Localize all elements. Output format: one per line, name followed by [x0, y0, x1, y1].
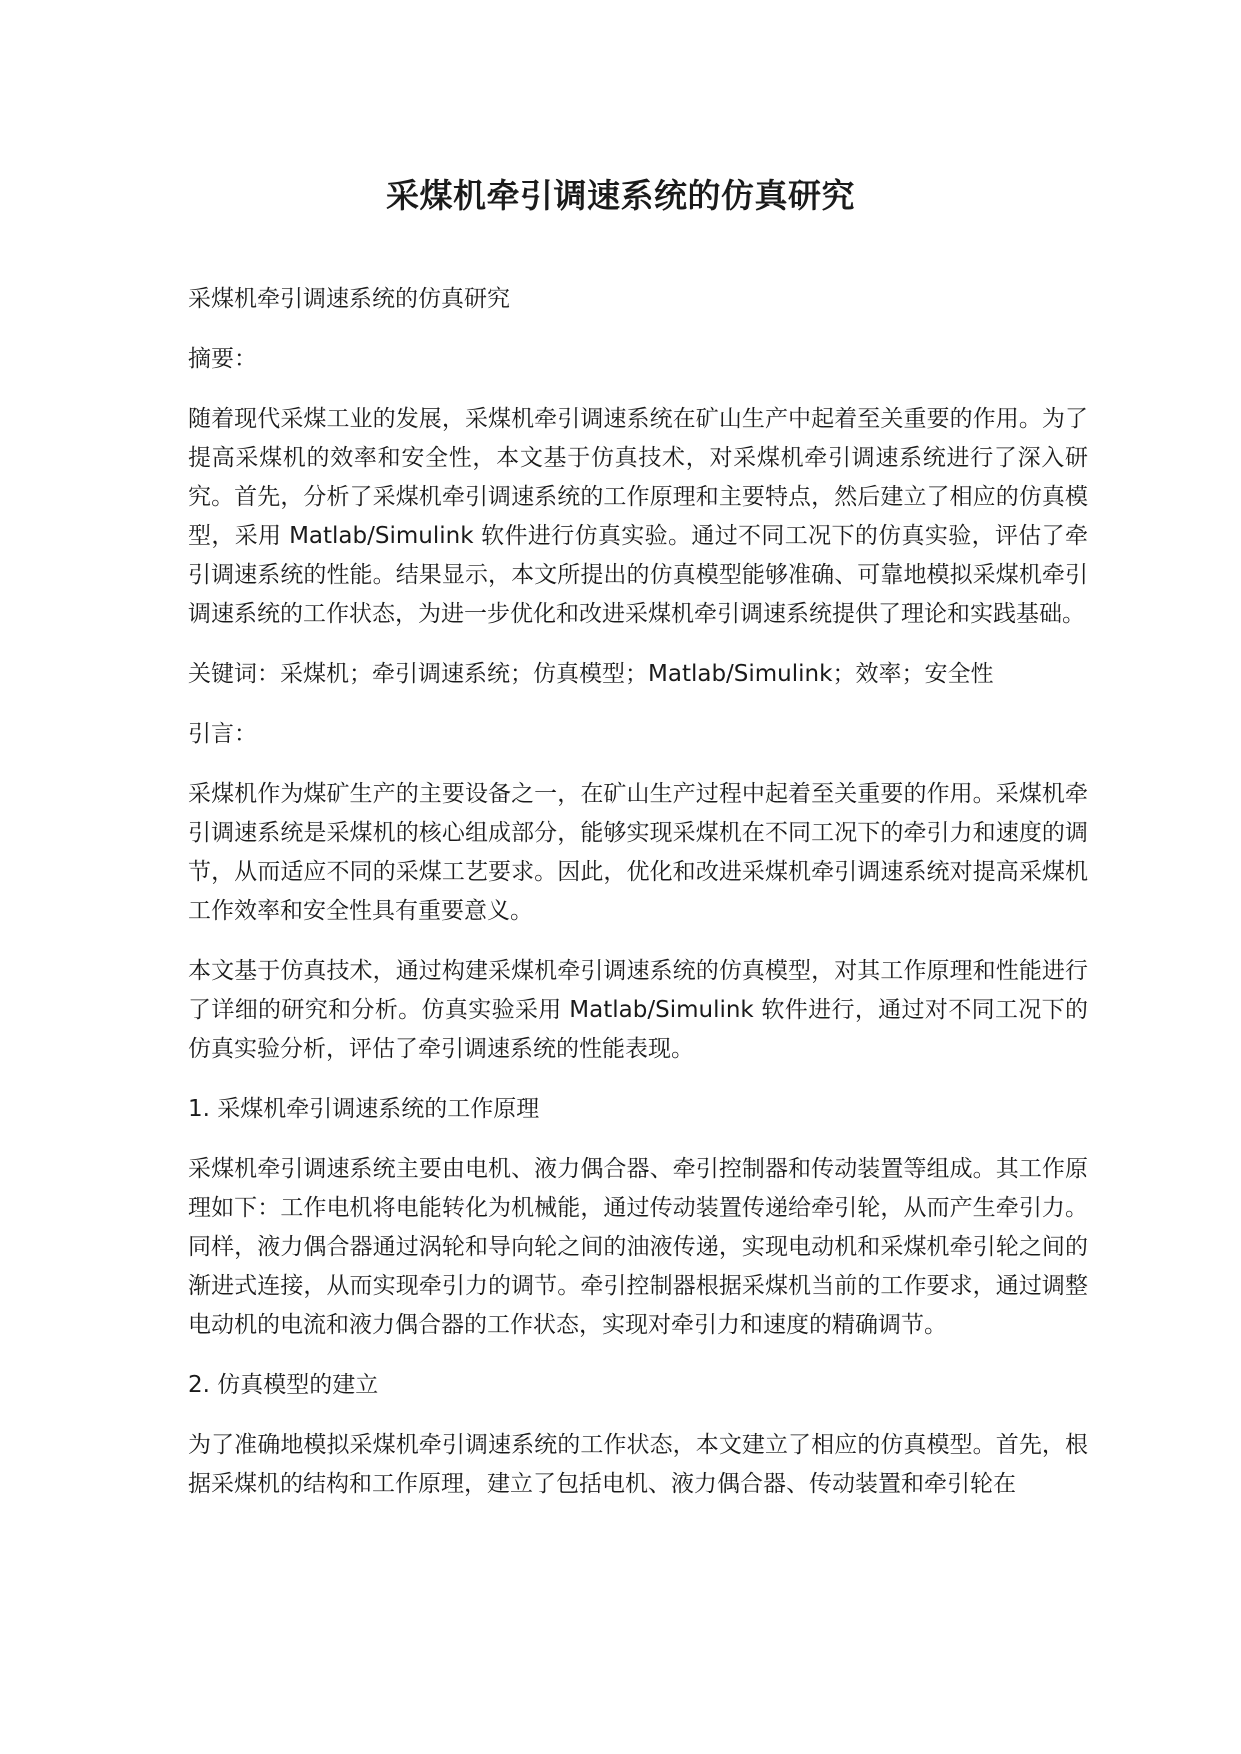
intro-paragraph-2: 本文基于仿真技术，通过构建采煤机牵引调速系统的仿真模型，对其工作原理和性能进行了详细的研究和分析。仿真实验采用 Matlab/Simulink 软件进行，通过对不同工况下的仿真实验分析，评估了牵引调速系统的性能表现。	[188, 958, 1088, 1062]
section-2-heading: 2. 仿真模型的建立	[188, 1372, 379, 1398]
subtitle: 采煤机牵引调速系统的仿真研究	[188, 286, 510, 312]
section-1-paragraph: 采煤机牵引调速系统主要由电机、液力偶合器、牵引控制器和传动装置等组成。其工作原理如下：工作电机将电能转化为机械能，通过传动装置传递给牵引轮，从而产生牵引力。同样，液力偶合器通过涡轮和导向轮之间的油液传递，实现电动机和采煤机牵引轮之间的渐进式连接，从而实现牵引力的调节。牵引控制器根据采煤机当前的工作要求，通过调整电动机的电流和液力偶合器的工作状态，实现对牵引力和速度的精确调节。	[188, 1156, 1088, 1338]
keywords-line: 关键词：采煤机；牵引调速系统；仿真模型；Matlab/Simulink；效率；安全性	[188, 661, 994, 687]
section-2-paragraph: 为了准确地模拟采煤机牵引调速系统的工作状态，本文建立了相应的仿真模型。首先，根据采煤机的结构和工作原理，建立了包括电机、液力偶合器、传动装置和牵引轮在	[188, 1432, 1088, 1497]
document-body	[188, 280, 1088, 1525]
intro-heading: 引言：	[188, 721, 257, 747]
document-title: 采煤机牵引调速系统的仿真研究	[386, 176, 855, 215]
section-1-heading: 1. 采煤机牵引调速系统的工作原理	[188, 1096, 540, 1122]
abstract-heading: 摘要：	[188, 346, 257, 372]
intro-paragraph-1: 采煤机作为煤矿生产的主要设备之一，在矿山生产过程中起着至关重要的作用。采煤机牵引调速系统是采煤机的核心组成部分，能够实现采煤机在不同工况下的牵引力和速度的调节，从而适应不同的采煤工艺要求。因此，优化和改进采煤机牵引调速系统对提高采煤机工作效率和安全性具有重要意义。	[188, 781, 1088, 924]
abstract-paragraph: 随着现代采煤工业的发展，采煤机牵引调速系统在矿山生产中起着至关重要的作用。为了提高采煤机的效率和安全性，本文基于仿真技术，对采煤机牵引调速系统进行了深入研究。首先，分析了采煤机牵引调速系统的工作原理和主要特点，然后建立了相应的仿真模型，采用 Matlab/Simulink 软件进行仿真实验。通过不同工况下的仿真实验，评估了牵引调速系统的性能。结果显示，本文所提出的仿真模型能够准确、可靠地模拟采煤机牵引调速系统的工作状态，为进一步优化和改进采煤机牵引调速系统提供了理论和实践基础。	[188, 406, 1088, 627]
